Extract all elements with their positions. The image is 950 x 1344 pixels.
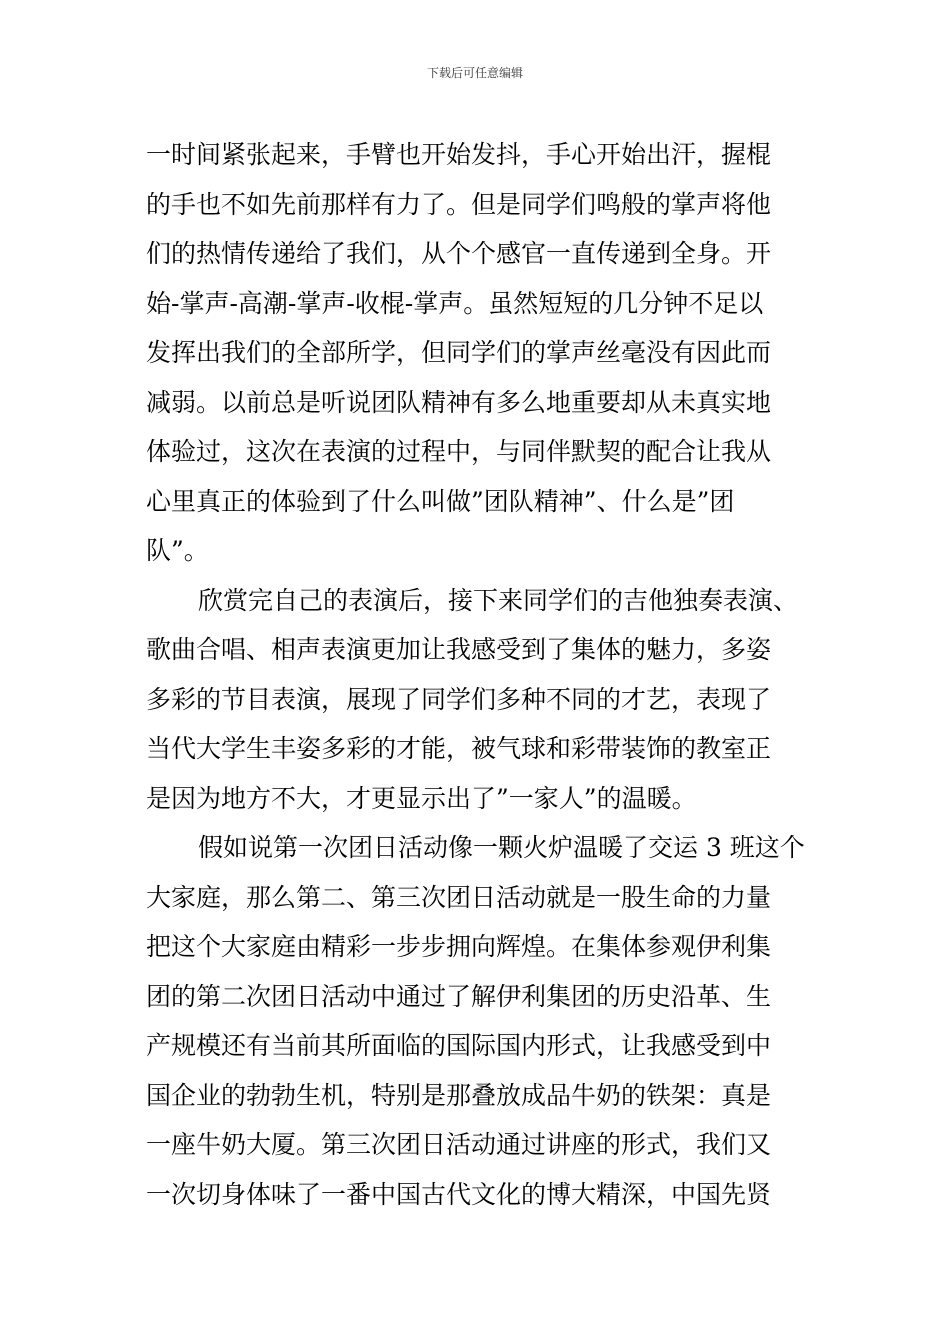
text-line: 体验过，这次在表演的过程中，与同伴默契的配合让我从 [146,437,772,466]
text-line: 队”。 [146,536,209,565]
text-line: 团的第二次团日活动中通过了解伊利集团的历史沿革、生 [146,981,772,1011]
text-line: 减弱。以前总是听说团队精神有多么地重要却从未真实地 [146,387,772,417]
text-line: 大家庭，那么第二、第三次团日活动就是一股生命的力量 [146,882,772,912]
text-line: 始-掌声-高潮-掌声-收棍-掌声。虽然短短的几分钟不足以 [146,288,764,318]
paragraph-2 [146,576,846,824]
text-line: 假如说第一次团日活动像一颗火炉温暖了交运 3 班这个 [198,833,805,862]
text-line: 把这个大家庭由精彩一步步拥向辉煌。在集体参观伊利集 [146,932,772,961]
text-line: 心里真正的体验到了什么叫做”团队精神”、什么是”团 [146,486,735,516]
text-line: 们的热情传递给了我们，从个个感官一直传递到全身。开 [146,239,772,268]
text-line: 一时间紧张起来，手臂也开始发抖，手心开始出汗，握棍 [146,140,772,169]
page-header: 下载后可任意编辑 [426,66,523,80]
text-line: 产规模还有当前其所面临的国际国内形式，让我感受到中 [146,1031,772,1060]
paragraph-1 [146,130,846,576]
text-line: 当代大学生丰姿多彩的才能，被气球和彩带装饰的教室正 [146,734,772,763]
text-line: 是因为地方不大，才更显示出了”一家人”的温暖。 [146,783,697,813]
text-line: 欣赏完自己的表演后，接下来同学们的吉他独奏表演、 [198,585,799,615]
text-line: 一座牛奶大厦。第三次团日活动通过讲座的形式，我们又 [146,1130,772,1159]
text-line: 国企业的勃勃生机，特别是那叠放成品牛奶的铁架：真是 [146,1080,772,1110]
text-line: 歌曲合唱、相声表演更加让我感受到了集体的魅力，多姿 [146,635,772,664]
document-body [146,130,846,1219]
text-line: 一次切身体味了一番中国古代文化的博大精深，中国先贤 [146,1179,772,1209]
text-line: 多彩的节目表演，展现了同学们多种不同的才艺，表现了 [146,684,772,714]
text-line: 的手也不如先前那样有力了。但是同学们鸣般的掌声将他 [146,189,772,219]
text-line: 发挥出我们的全部所学，但同学们的掌声丝毫没有因此而 [146,338,772,367]
paragraph-3 [146,823,846,1219]
